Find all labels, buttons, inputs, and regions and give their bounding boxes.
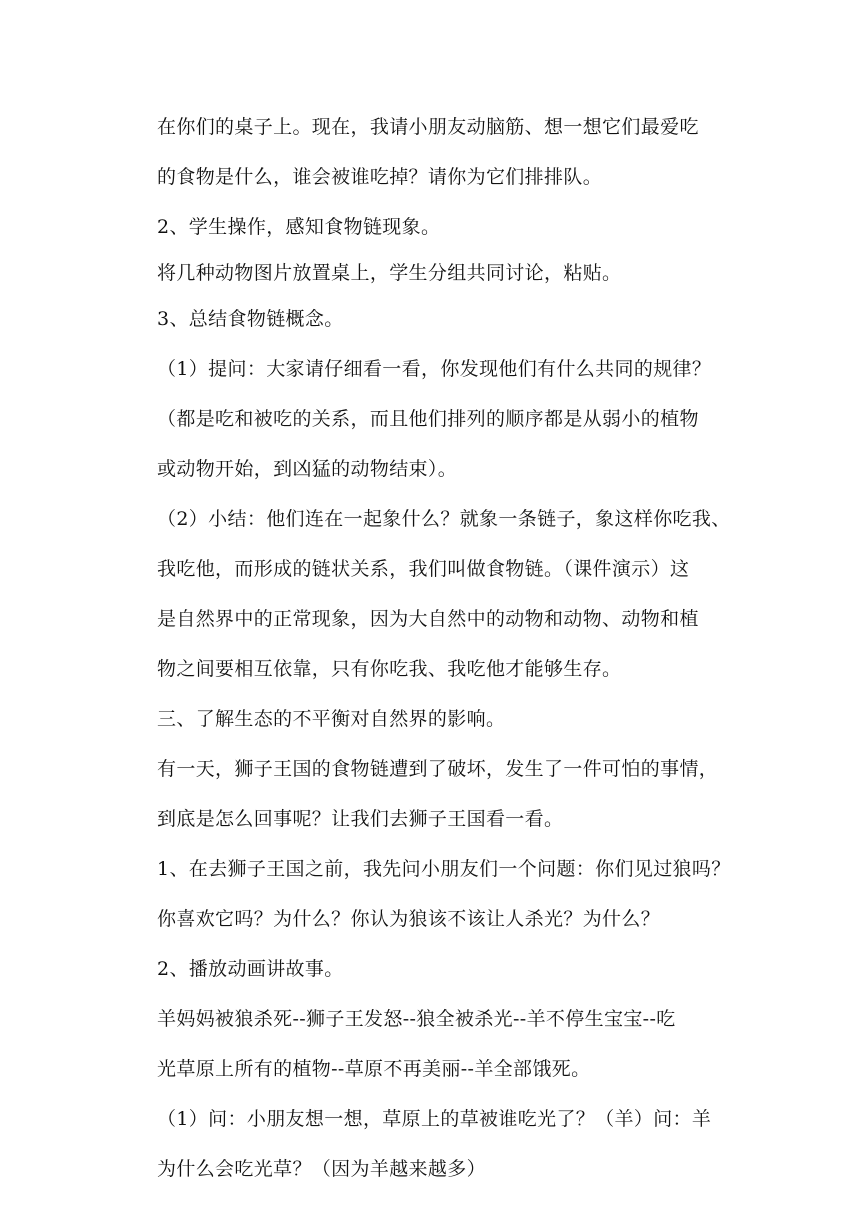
text-line: （1）问：小朋友想一想，草原上的草被谁吃光了？（羊）问：羊: [157, 1108, 712, 1130]
section-heading: 3、总结食物链概念。: [157, 308, 344, 330]
section-heading: 2、学生操作，感知食物链现象。: [157, 216, 441, 238]
paragraph: [157, 1104, 740, 1184]
paragraph: [157, 354, 740, 484]
text-line: 到底是怎么回事呢？让我们去狮子王国看一看。: [157, 808, 564, 830]
text-line: 我吃他，而形成的链状关系，我们叫做食物链。（课件演示）这: [157, 558, 690, 580]
paragraph: [157, 504, 740, 684]
text-line: 有一天，狮子王国的食物链遭到了破坏，发生了一件可怕的事情，: [157, 758, 719, 780]
text-line: 光草原上所有的植物--草原不再美丽--羊全部饿死。: [157, 1058, 591, 1080]
text-line: 的食物是什么，谁会被谁吃掉？请你为它们排排队。: [157, 166, 603, 188]
text-line: （都是吃和被吃的关系，而且他们排列的顺序都是从弱小的植物: [157, 408, 699, 430]
paragraph: [157, 1004, 740, 1084]
text-line: 为什么会吃光草？（因为羊越来越多）: [157, 1158, 486, 1180]
text-line: （1）提问：大家请仔细看一看，你发现他们有什么共同的规律？: [157, 358, 712, 380]
section-heading: 三、了解生态的不平衡对自然界的影响。: [157, 708, 506, 730]
text-line: 或动物开始，到凶猛的动物结束）。: [157, 458, 458, 480]
text-line: 你喜欢它吗？为什么？你认为狼该不该让人杀光？为什么？: [157, 908, 661, 930]
paragraph: [157, 112, 740, 192]
text-line: 是自然界中的正常现象，因为大自然中的动物和动物、动物和植: [157, 608, 699, 630]
text-line: （2）小结：他们连在一起象什么？就象一条链子，象这样你吃我、: [157, 508, 731, 530]
paragraph: [157, 754, 740, 834]
paragraph: [157, 854, 740, 934]
text-line: 将几种动物图片放置桌上，学生分组共同讨论，粘贴。: [157, 262, 622, 284]
text-line: 在你们的桌子上。现在，我请小朋友动脑筋、想一想它们最爱吃: [157, 116, 699, 138]
text-line: 1、在去狮子王国之前，我先问小朋友们一个问题：你们见过狼吗？: [157, 858, 731, 880]
section-heading: 2、播放动画讲故事。: [157, 958, 344, 980]
text-line: 物之间要相互依靠，只有你吃我、我吃他才能够生存。: [157, 658, 622, 680]
text-line: 羊妈妈被狼杀死--狮子王发怒--狼全被杀光--羊不停生宝宝--吃: [157, 1008, 676, 1030]
